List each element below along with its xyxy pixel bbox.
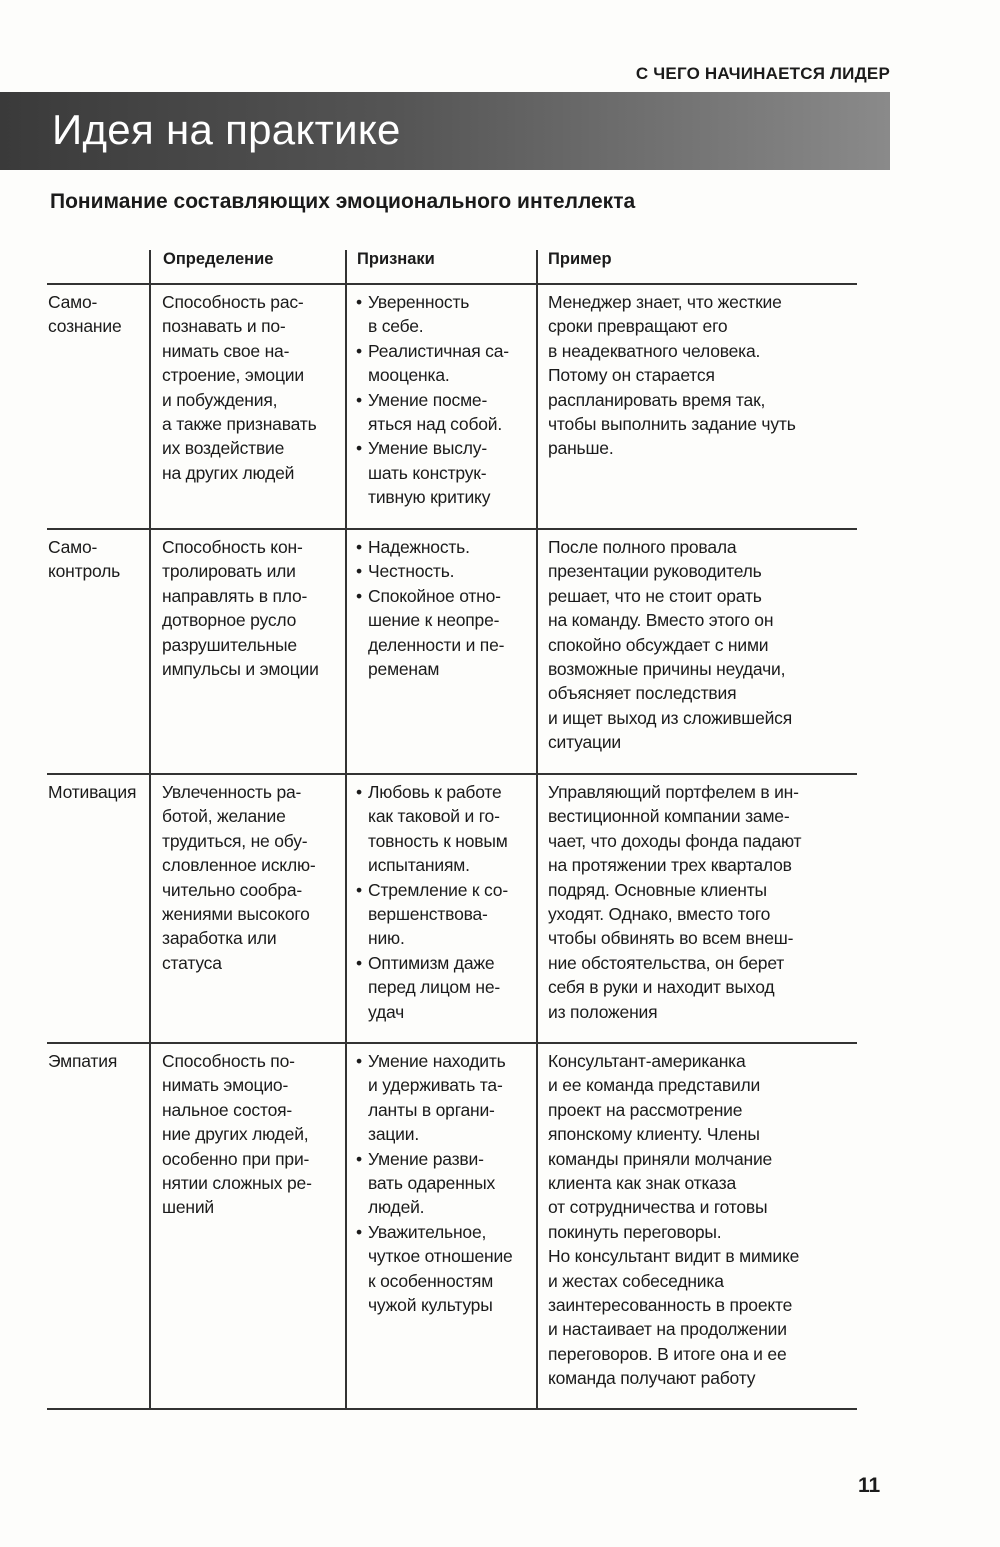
definition-cell: Увлеченность ра- ботой, желание трудиться, не обу- словленное исклю- чительно сообра- жениями высокого заработка или статуса [162, 782, 316, 973]
sign-item: • Любовь к работе как таковой и го- товность к новым испытаниям. [356, 780, 541, 878]
signs-list [356, 780, 541, 1024]
sign-item: • Умение выслу- шать конструк- тивную критику [356, 436, 541, 509]
sign-item: • Уважительное, чуткое отношение к особенностям чужой культуры [356, 1220, 541, 1318]
example-cell: Консультант-американка и ее команда представили проект на рассмотрение японскому клиенту. Члены команды приняли молчание клиента как знак отказа от сотрудничества и готовы покинуть переговоры. Но консультант видит в мимике и жестах собеседника заинтересованность в проекте и настаивает на продолжении переговоров. В итоге она и ее команда получают работу [548, 1051, 800, 1389]
example-cell: Управляющий портфелем в ин- вестиционной компании заме- чает, что доходы фонда падают на протяжении трех кварталов подряд. Основные клиенты уходят. Однако, вместо того чтобы обвинять во всем внеш- ние обстоятельства, он берет себя в руки и находит выход из положения [548, 782, 802, 1022]
signs-list [356, 290, 541, 510]
row-label: Само- контроль [48, 537, 121, 582]
row-label: Само- сознание [48, 292, 122, 337]
sign-item: • Стремление к со- вершенствова- нию. [356, 878, 541, 951]
row-divider [47, 283, 857, 285]
row-divider [47, 773, 857, 775]
row-label: Мотивация [48, 782, 137, 802]
definition-cell: Способность рас- познавать и по- нимать свое на- строение, эмоции и побуждения, а также признавать их воздействие на других людей [162, 292, 317, 483]
page-number: 11 [858, 1474, 881, 1497]
row-divider [47, 528, 857, 530]
row-divider [47, 1408, 857, 1410]
column-header-definition: Определение [163, 250, 274, 268]
sign-item: • Спокойное отно- шение к неопре- деленности и пе- ременам [356, 584, 541, 682]
sign-item: • Надежность. [356, 535, 541, 559]
section-banner [0, 92, 890, 170]
signs-list [356, 1049, 541, 1317]
example-cell: После полного провала презентации руководитель решает, что не стоит орать на команду. Вместо этого он спокойно обсуждает с ними возможные причины неудачи, объясняет последствия и ищет выход из сложившейся ситуации [548, 537, 793, 753]
definition-cell: Способность кон- тролировать или направлять в пло- дотворное русло разрушительные импульсы и эмоции [162, 537, 319, 680]
sign-item: • Умение посме- яться над собой. [356, 388, 541, 437]
sign-item: • Умение находить и удерживать та- ланты в органи- зации. [356, 1049, 541, 1147]
sign-item: • Умение разви- вать одаренных людей. [356, 1147, 541, 1220]
column-header-signs: Признаки [357, 250, 435, 268]
row-divider [47, 1042, 857, 1044]
example-cell: Менеджер знает, что жесткие сроки превращают его в неадекватного человека. Потому он старается распланировать время так, чтобы выполнить задание чуть раньше. [548, 292, 796, 459]
row-label: Эмпатия [48, 1051, 118, 1071]
sign-item: • Реалистичная са- мооценка. [356, 339, 541, 388]
column-header-example: Пример [548, 250, 612, 268]
column-divider [149, 250, 151, 1408]
signs-list [356, 535, 541, 681]
sign-item: • Честность. [356, 559, 541, 583]
column-divider [345, 250, 347, 1408]
table-title: Понимание составляющих эмоционального интеллекта [50, 190, 636, 213]
sign-item: • Уверенность в себе. [356, 290, 541, 339]
definition-cell: Способность по- нимать эмоцио- нальное состоя- ние других людей, особенно при при- нятии сложных ре- шений [162, 1051, 312, 1218]
sign-item: • Оптимизм даже перед лицом не- удач [356, 951, 541, 1024]
section-title: Идея на практике [52, 106, 401, 153]
running-header: С ЧЕГО НАЧИНАЕТСЯ ЛИДЕР [635, 64, 890, 83]
